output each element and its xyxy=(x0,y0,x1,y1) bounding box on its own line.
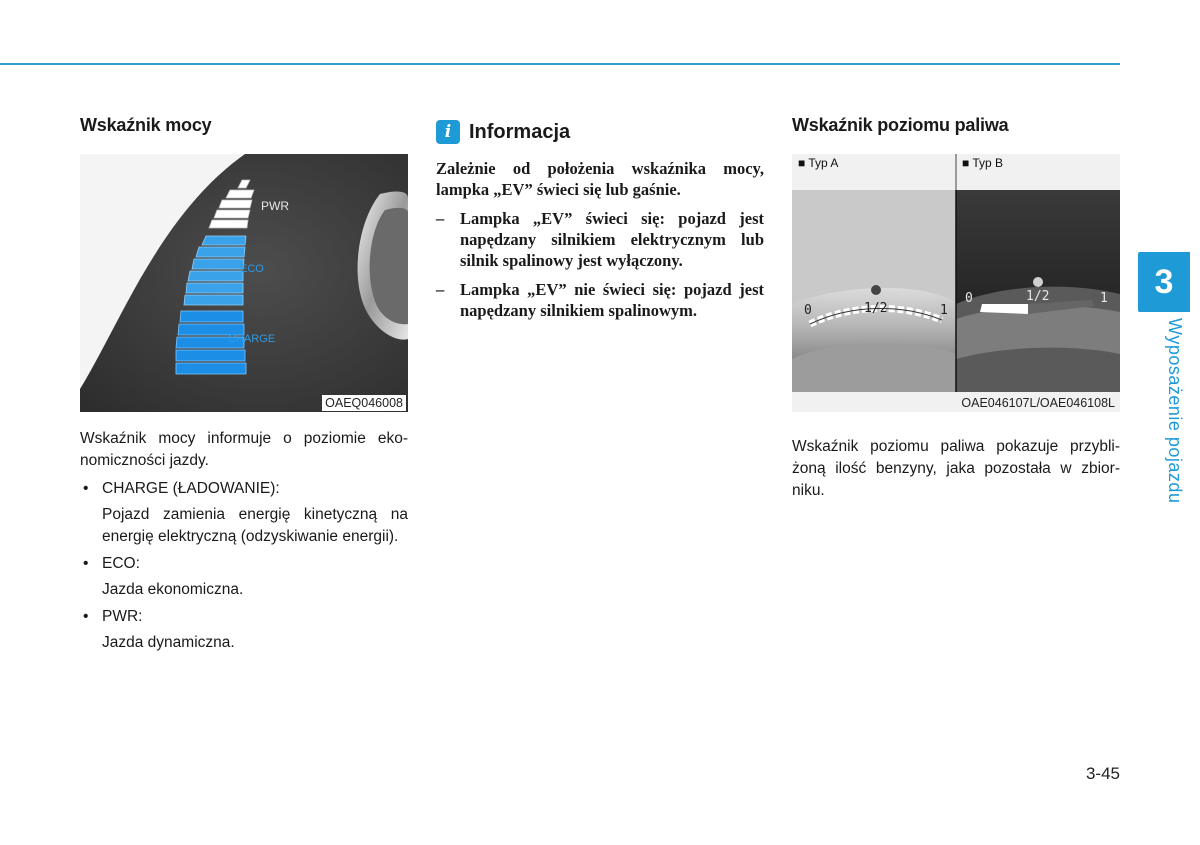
information-box xyxy=(436,115,764,329)
bullet-icon: • xyxy=(83,608,89,625)
section-title-fuel-gauge: Wskaźnik poziomu paliwa xyxy=(792,115,1009,135)
gauge-a-min: 0 xyxy=(804,303,812,318)
item-label: ECO: xyxy=(102,555,140,572)
type-a-label: ■ Typ A xyxy=(798,156,839,170)
fuel-gauge-figure xyxy=(792,154,1120,412)
fuel-gauge-section xyxy=(792,115,1120,502)
list-item xyxy=(80,478,408,548)
item-description: Jazda dynamiczna. xyxy=(102,634,235,651)
power-meter-figure xyxy=(80,154,408,412)
figure-code: OAEQ046008 xyxy=(322,395,406,411)
information-text: Zależnie od położenia wskaźnika mocy, lampka „EV” świeci się lub gaśnie. xyxy=(436,159,764,199)
dash-marker: – xyxy=(436,209,445,228)
item-description: Pojazd zamienia energię kinetyczną na energię elektryczną (odzyskiwanie energii). xyxy=(102,506,408,545)
type-b-label: ■ Typ B xyxy=(962,156,1004,170)
item-label: PWR: xyxy=(102,608,143,625)
item-text: Lampka „EV” świeci się: pojazd jest napędzany silnikiem elektrycznym lub silnik spalinowy jest wyłączony. xyxy=(460,209,764,270)
dash-marker: – xyxy=(436,280,445,299)
power-meter-illustration xyxy=(80,154,408,412)
information-header xyxy=(436,120,764,144)
chapter-name: Wyposażenie pojazdu xyxy=(1165,318,1185,504)
info-icon: i xyxy=(436,120,460,144)
information-title: Informacja xyxy=(469,120,571,143)
power-mode-list xyxy=(80,478,408,654)
figure-code: OAE046107L/OAE046108L xyxy=(958,395,1118,411)
chapter-number-tab: 3 xyxy=(1138,252,1190,312)
list-item xyxy=(436,208,764,271)
ev-lamp-list xyxy=(436,208,764,321)
fuel-gauge-text: Wskaźnik poziomu paliwa pokazuje przybli-żoną ilość benzyny, jaka pozostała w zbior-niku. xyxy=(792,438,1120,499)
list-item xyxy=(80,553,408,601)
bullet-icon: • xyxy=(83,555,89,572)
charge-label: CHARGE xyxy=(228,333,276,345)
item-description: Jazda ekonomiczna. xyxy=(102,581,244,598)
item-label: CHARGE (ŁADOWANIE): xyxy=(102,480,280,497)
list-item xyxy=(80,606,408,654)
top-rule xyxy=(0,63,1120,65)
bullet-icon: • xyxy=(83,480,89,497)
section-title-power-meter: Wskaźnik mocy xyxy=(80,115,212,135)
gauge-b-min: 0 xyxy=(965,291,973,306)
gauge-b-mid: 1/2 xyxy=(1026,289,1050,304)
list-item xyxy=(436,279,764,321)
item-text: Lampka „EV” nie świeci się: pojazd jest napędzany silnikiem spalinowym. xyxy=(460,280,764,320)
page-number: 3-45 xyxy=(1085,764,1120,783)
eco-label: ECO xyxy=(240,263,264,275)
pwr-label: PWR xyxy=(261,199,289,213)
power-meter-intro: Wskaźnik mocy informuje o poziomie eko-nomiczności jazdy. xyxy=(80,430,408,469)
gauge-b-max: 1 xyxy=(1100,291,1108,306)
power-meter-section xyxy=(80,115,408,659)
gauge-a-max: 1 xyxy=(940,303,948,318)
gauge-a-mid: 1/2 xyxy=(864,301,888,316)
fuel-gauge-illustration xyxy=(792,154,1120,412)
